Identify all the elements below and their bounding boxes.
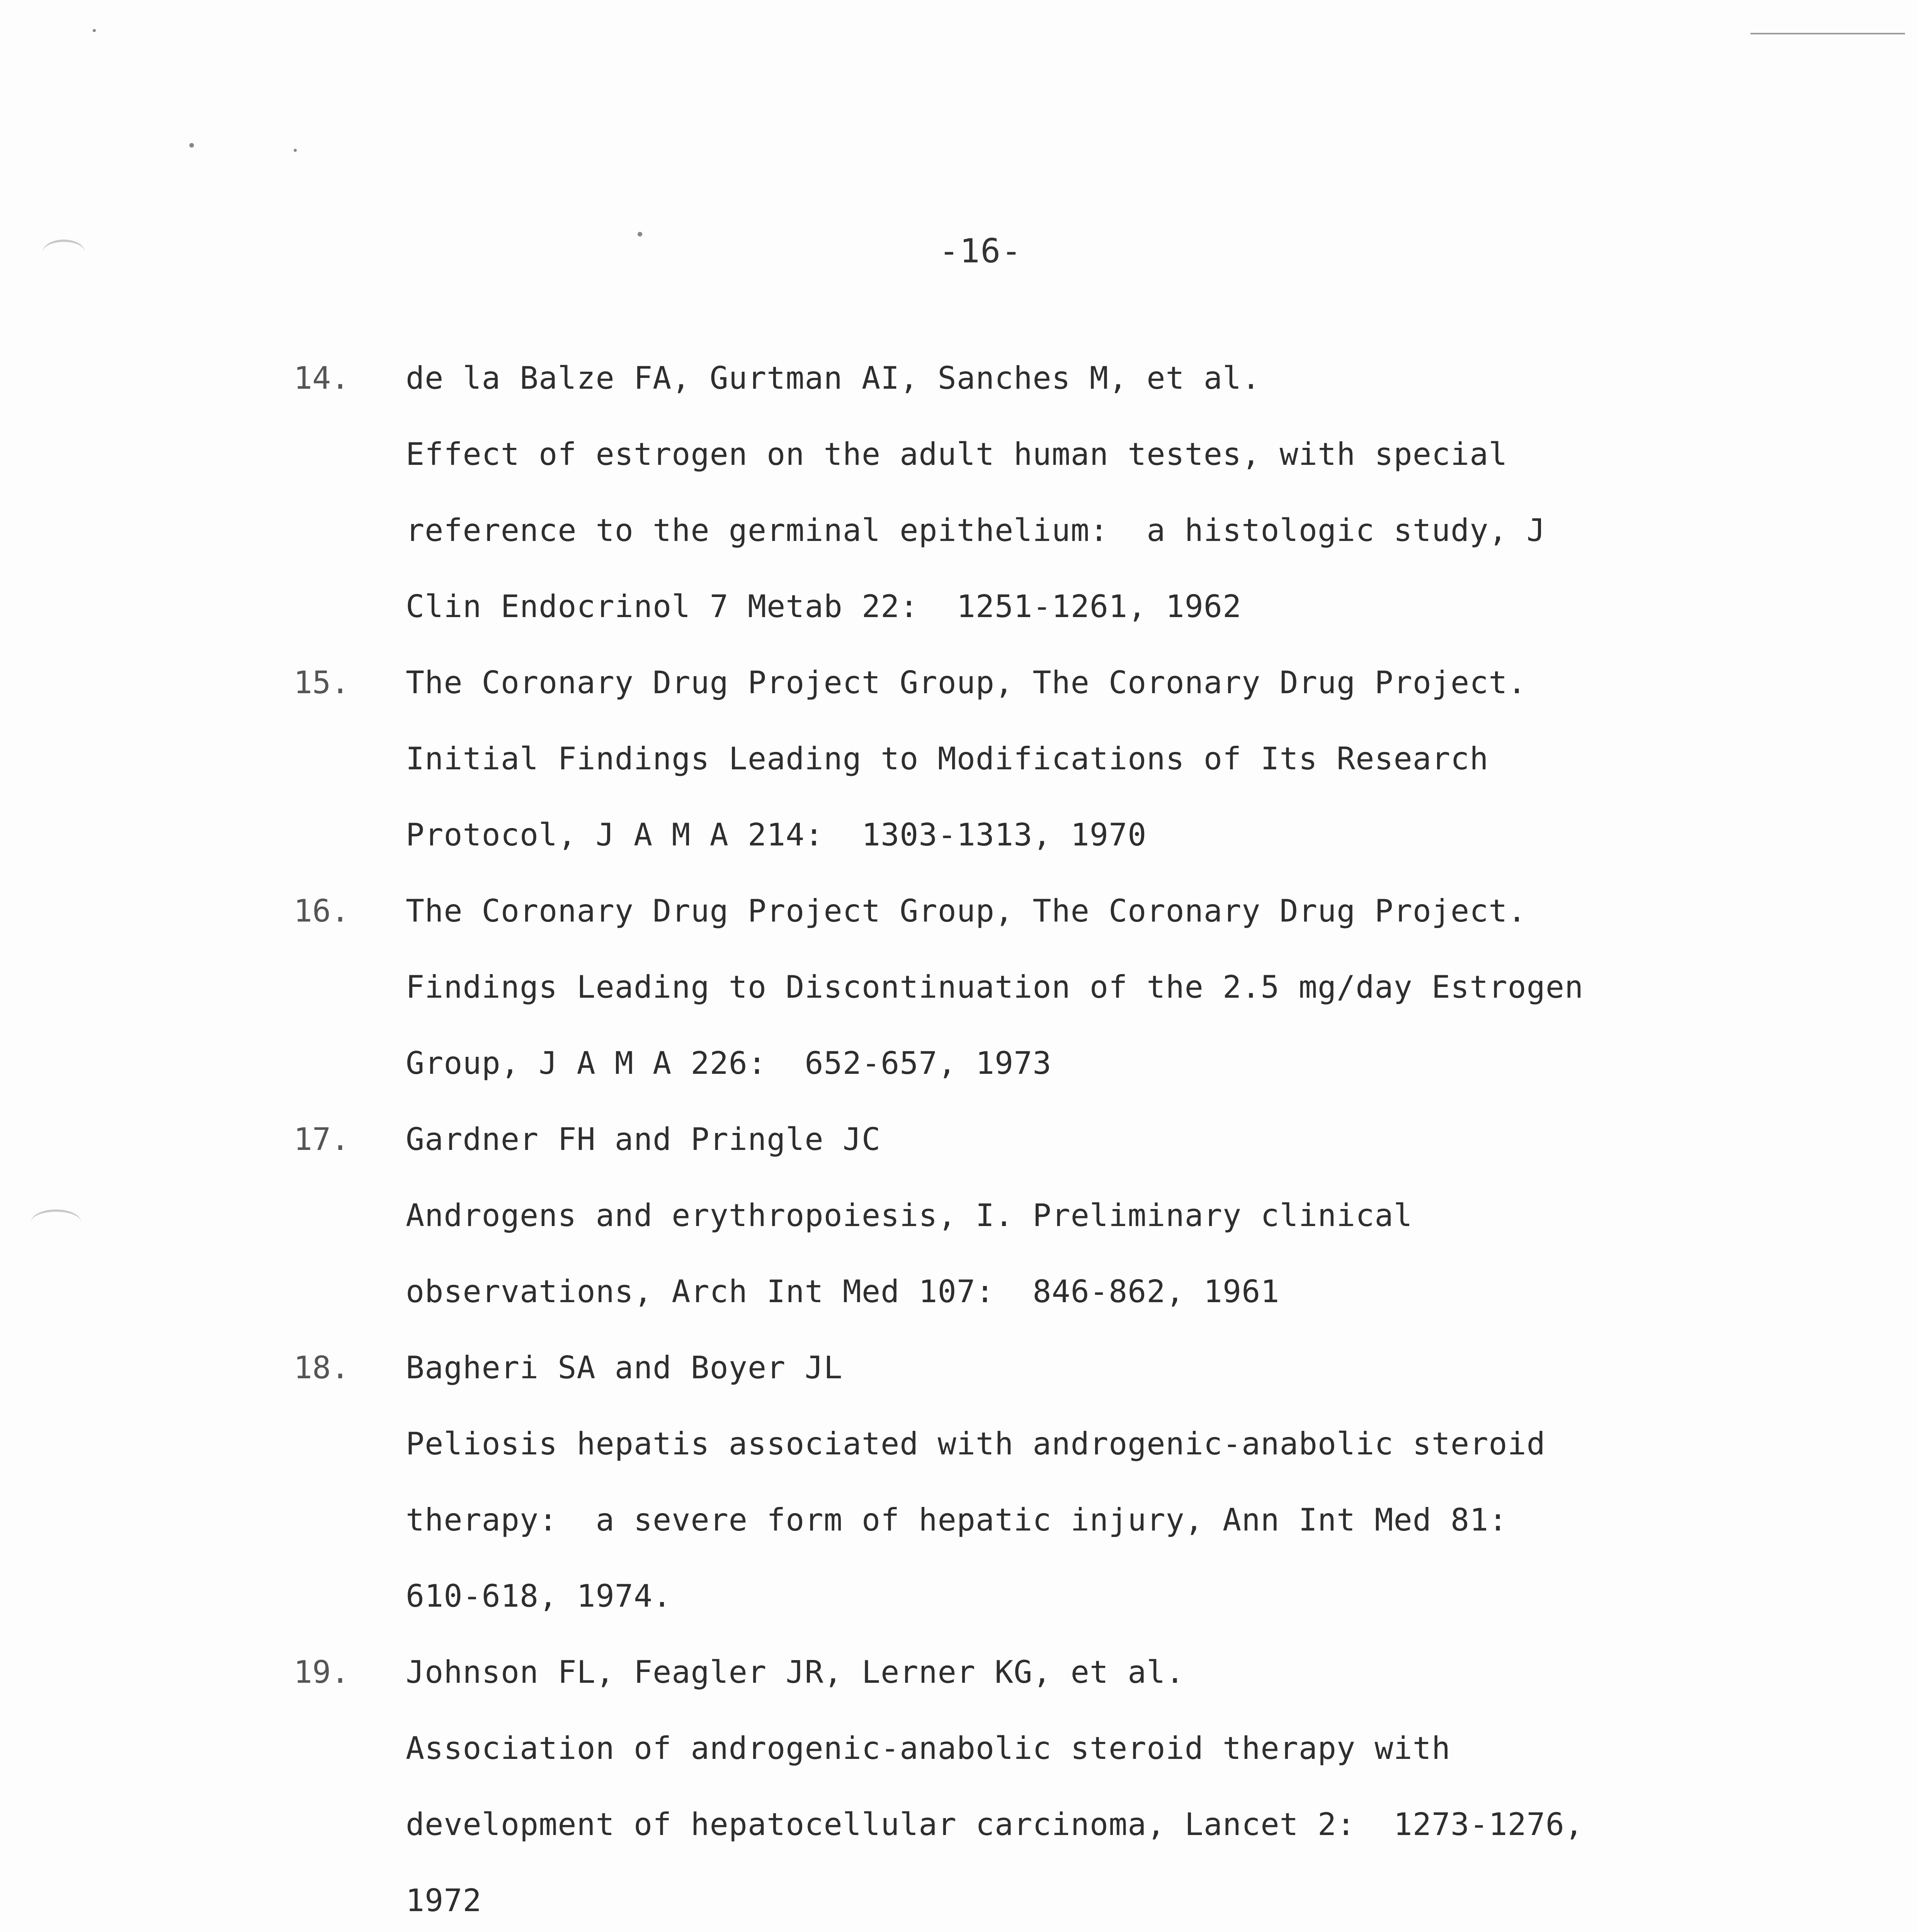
reference-number: 14. [294,360,350,396]
reference-line: Group, J A M A 226: 652-657, 1973 [406,1045,1052,1081]
reference-number: 16. [294,893,350,929]
reference-item [294,1101,1646,1330]
reference-line: Androgens and erythropoiesis, I. Preliminary clinical [406,1197,1413,1233]
reference-line: The Coronary Drug Project Group, The Coronary Drug Project. [406,665,1527,701]
reference-line: Findings Leading to Discontinuation of the 2.5 mg/day Estrogen [406,969,1584,1005]
reference-text [406,1634,1646,1932]
scan-artifact-dot [638,232,642,236]
scan-artifact-mark [43,240,85,265]
reference-line: Bagheri SA and Boyer JL [406,1350,843,1386]
page-number: -16- [939,232,1022,270]
scan-artifact-dot [189,143,194,148]
reference-line: reference to the germinal epithelium: a histologic study, J [406,512,1546,548]
scan-artifact-mark [31,1209,81,1235]
reference-line: Effect of estrogen on the adult human testes, with special [406,436,1508,472]
scan-artifact-dot [93,29,96,32]
reference-text [406,1330,1646,1634]
reference-line: therapy: a severe form of hepatic injury, Ann Int Med 81: [406,1502,1508,1538]
reference-item [294,1330,1646,1634]
reference-line: Johnson FL, Feagler JR, Lerner KG, et al. [406,1654,1185,1690]
reference-item [294,1634,1646,1932]
reference-line: 1972 [406,1883,482,1918]
reference-line: development of hepatocellular carcinoma, Lancet 2: 1273-1276, [406,1806,1584,1842]
reference-text [406,645,1646,873]
reference-number: 18. [294,1350,350,1386]
reference-line: de la Balze FA, Gurtman AI, Sanches M, et al. [406,360,1261,396]
reference-text [406,1101,1646,1330]
reference-line: Peliosis hepatis associated with androgenic-anabolic steroid [406,1426,1546,1462]
reference-line: The Coronary Drug Project Group, The Coronary Drug Project. [406,893,1527,929]
reference-text [406,340,1646,645]
reference-text [406,873,1646,1101]
reference-number: 15. [294,665,350,701]
reference-item [294,873,1646,1101]
reference-line: observations, Arch Int Med 107: 846-862, 1961 [406,1274,1280,1310]
reference-line: Clin Endocrinol 7 Metab 22: 1251-1261, 1962 [406,588,1242,624]
reference-line: 610-618, 1974. [406,1578,672,1614]
reference-number: 19. [294,1654,350,1690]
reference-line: Initial Findings Leading to Modifications of Its Research [406,741,1489,777]
scan-artifact-rule [1750,33,1905,34]
reference-list [294,340,1646,1932]
reference-line: Protocol, J A M A 214: 1303-1313, 1970 [406,817,1147,853]
reference-number: 17. [294,1121,350,1157]
reference-item [294,340,1646,645]
reference-line: Gardner FH and Pringle JC [406,1121,881,1157]
reference-item [294,645,1646,873]
reference-line: Association of androgenic-anabolic steroid therapy with [406,1730,1451,1766]
scan-artifact-dot [294,149,297,152]
